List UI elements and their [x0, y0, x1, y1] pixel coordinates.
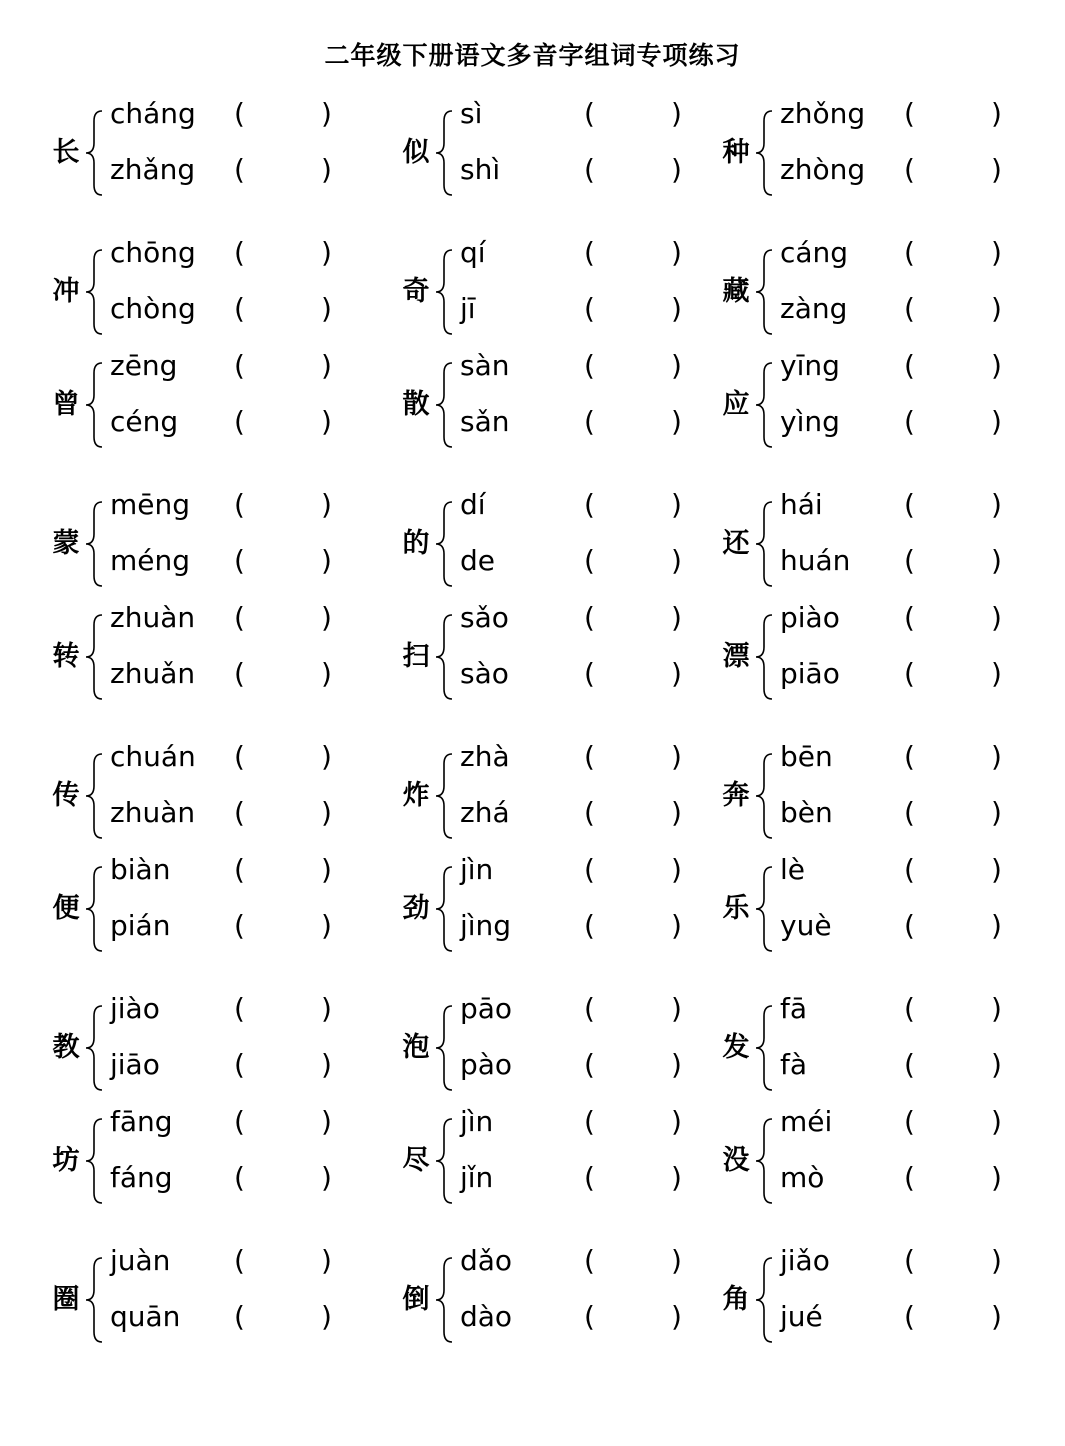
hanzi-character: 圈	[52, 1284, 80, 1315]
hanzi-character: 炸	[402, 780, 430, 811]
answer-blank-open-paren: (	[904, 97, 915, 130]
answer-blank-close-paren: )	[671, 1300, 682, 1333]
answer-blank-close-paren: )	[991, 1244, 1002, 1277]
pinyin-reading: yìng	[780, 405, 840, 438]
answer-blank-open-paren: (	[234, 1105, 245, 1138]
curly-brace-icon	[82, 752, 108, 840]
answer-blank-open-paren: (	[904, 1244, 915, 1277]
pinyin-reading: pào	[460, 1048, 513, 1081]
curly-brace-icon	[752, 865, 778, 953]
pinyin-reading: zhǎng	[110, 153, 196, 186]
polyphone-group	[48, 992, 388, 1104]
polyphone-group	[48, 488, 388, 600]
curly-brace-icon	[82, 865, 108, 953]
answer-blank-open-paren: (	[904, 488, 915, 521]
answer-blank-open-paren: (	[904, 544, 915, 577]
answer-blank-close-paren: )	[991, 97, 1002, 130]
answer-blank-open-paren: (	[904, 1048, 915, 1081]
pinyin-reading: bēn	[780, 740, 833, 773]
answer-blank-open-paren: (	[234, 601, 245, 634]
hanzi-character: 传	[52, 780, 80, 811]
answer-blank-close-paren: )	[321, 97, 332, 130]
hanzi-character: 奇	[402, 276, 430, 307]
hanzi-character: 曾	[52, 389, 80, 420]
polyphone-group	[48, 1244, 388, 1356]
hanzi-character: 教	[52, 1032, 80, 1063]
hanzi-character: 倒	[402, 1284, 430, 1315]
answer-blank-open-paren: (	[584, 853, 595, 886]
pinyin-reading: sì	[460, 97, 483, 130]
hanzi-character: 劲	[402, 893, 430, 924]
pinyin-reading: piāo	[780, 657, 840, 690]
curly-brace-icon	[82, 248, 108, 336]
pinyin-reading: mò	[780, 1161, 825, 1194]
curly-brace-icon	[432, 500, 458, 588]
answer-blank-close-paren: )	[321, 992, 332, 1025]
answer-blank-open-paren: (	[904, 853, 915, 886]
answer-blank-close-paren: )	[671, 153, 682, 186]
answer-blank-close-paren: )	[671, 236, 682, 269]
curly-brace-icon	[432, 248, 458, 336]
answer-blank-open-paren: (	[904, 405, 915, 438]
answer-blank-close-paren: )	[671, 488, 682, 521]
answer-blank-open-paren: (	[234, 236, 245, 269]
answer-blank-close-paren: )	[991, 1300, 1002, 1333]
pinyin-reading: zhà	[460, 740, 510, 773]
curly-brace-icon	[752, 1004, 778, 1092]
answer-blank-close-paren: )	[991, 909, 1002, 942]
answer-blank-open-paren: (	[234, 153, 245, 186]
pinyin-reading: sàn	[460, 349, 510, 382]
answer-blank-close-paren: )	[321, 796, 332, 829]
answer-blank-close-paren: )	[321, 405, 332, 438]
pinyin-reading: zàng	[780, 292, 848, 325]
answer-blank-open-paren: (	[904, 601, 915, 634]
answer-blank-close-paren: )	[671, 97, 682, 130]
answer-blank-close-paren: )	[991, 544, 1002, 577]
curly-brace-icon	[752, 1256, 778, 1344]
pinyin-reading: jiāo	[110, 1048, 160, 1081]
answer-blank-close-paren: )	[991, 1105, 1002, 1138]
pinyin-reading: cáng	[780, 236, 849, 269]
pinyin-reading: juàn	[110, 1244, 171, 1277]
polyphone-group	[398, 349, 738, 461]
answer-blank-open-paren: (	[234, 488, 245, 521]
answer-blank-close-paren: )	[671, 405, 682, 438]
hanzi-character: 蒙	[52, 528, 80, 559]
answer-blank-open-paren: (	[904, 292, 915, 325]
answer-blank-close-paren: )	[321, 853, 332, 886]
answer-blank-close-paren: )	[991, 488, 1002, 521]
answer-blank-close-paren: )	[991, 657, 1002, 690]
curly-brace-icon	[82, 500, 108, 588]
curly-brace-icon	[82, 361, 108, 449]
pinyin-reading: quān	[110, 1300, 181, 1333]
curly-brace-icon	[752, 361, 778, 449]
answer-blank-open-paren: (	[584, 292, 595, 325]
answer-blank-close-paren: )	[321, 488, 332, 521]
polyphone-group	[48, 236, 388, 348]
pinyin-reading: yīng	[780, 349, 840, 382]
pinyin-reading: dí	[460, 488, 486, 521]
curly-brace-icon	[82, 1117, 108, 1205]
answer-blank-close-paren: )	[321, 153, 332, 186]
pinyin-reading: méi	[780, 1105, 833, 1138]
pinyin-reading: lè	[780, 853, 806, 886]
answer-blank-close-paren: )	[991, 405, 1002, 438]
answer-blank-open-paren: (	[584, 740, 595, 773]
polyphone-group	[398, 236, 738, 348]
answer-blank-open-paren: (	[234, 292, 245, 325]
answer-blank-close-paren: )	[321, 292, 332, 325]
answer-blank-close-paren: )	[671, 740, 682, 773]
pinyin-reading: dào	[460, 1300, 513, 1333]
pinyin-reading: jǐn	[460, 1161, 494, 1194]
hanzi-character: 藏	[722, 276, 750, 307]
hanzi-character: 种	[722, 137, 750, 168]
pinyin-reading: fā	[780, 992, 808, 1025]
answer-blank-close-paren: )	[321, 1300, 332, 1333]
pinyin-reading: céng	[110, 405, 179, 438]
answer-blank-open-paren: (	[584, 1244, 595, 1277]
curly-brace-icon	[752, 752, 778, 840]
pinyin-reading: biàn	[110, 853, 171, 886]
answer-blank-close-paren: )	[321, 349, 332, 382]
hanzi-character: 转	[52, 641, 80, 672]
polyphone-group	[718, 853, 1058, 965]
hanzi-character: 扫	[402, 641, 430, 672]
answer-blank-open-paren: (	[904, 992, 915, 1025]
curly-brace-icon	[432, 613, 458, 701]
curly-brace-icon	[752, 500, 778, 588]
answer-blank-close-paren: )	[671, 544, 682, 577]
pinyin-reading: zhá	[460, 796, 510, 829]
curly-brace-icon	[432, 361, 458, 449]
pinyin-reading: cháng	[110, 97, 196, 130]
pinyin-reading: méng	[110, 544, 191, 577]
answer-blank-close-paren: )	[991, 853, 1002, 886]
polyphone-group	[718, 488, 1058, 600]
answer-blank-close-paren: )	[321, 1161, 332, 1194]
answer-blank-close-paren: )	[321, 1048, 332, 1081]
pinyin-reading: bèn	[780, 796, 833, 829]
curly-brace-icon	[82, 1004, 108, 1092]
answer-blank-open-paren: (	[584, 153, 595, 186]
polyphone-group	[48, 740, 388, 852]
curly-brace-icon	[432, 1256, 458, 1344]
pinyin-reading: sǎn	[460, 405, 510, 438]
answer-blank-open-paren: (	[584, 1161, 595, 1194]
polyphone-group	[398, 97, 738, 209]
polyphone-group	[48, 349, 388, 461]
answer-blank-close-paren: )	[671, 1161, 682, 1194]
curly-brace-icon	[752, 613, 778, 701]
pinyin-reading: chòng	[110, 292, 196, 325]
polyphone-group	[718, 349, 1058, 461]
pinyin-reading: de	[460, 544, 495, 577]
answer-blank-close-paren: )	[321, 740, 332, 773]
answer-blank-close-paren: )	[321, 544, 332, 577]
answer-blank-close-paren: )	[671, 1105, 682, 1138]
answer-blank-close-paren: )	[671, 992, 682, 1025]
curly-brace-icon	[432, 752, 458, 840]
hanzi-character: 没	[722, 1145, 750, 1176]
pinyin-reading: chōng	[110, 236, 196, 269]
answer-blank-open-paren: (	[234, 1300, 245, 1333]
hanzi-character: 尽	[402, 1145, 430, 1176]
answer-blank-open-paren: (	[234, 1161, 245, 1194]
answer-blank-open-paren: (	[904, 740, 915, 773]
pinyin-reading: zhuàn	[110, 601, 196, 634]
answer-blank-close-paren: )	[671, 349, 682, 382]
hanzi-character: 散	[402, 389, 430, 420]
pinyin-reading: shì	[460, 153, 501, 186]
answer-blank-close-paren: )	[671, 909, 682, 942]
hanzi-character: 角	[722, 1284, 750, 1315]
answer-blank-close-paren: )	[991, 796, 1002, 829]
polyphone-group	[48, 853, 388, 965]
pinyin-reading: sào	[460, 657, 509, 690]
polyphone-group	[718, 1244, 1058, 1356]
hanzi-character: 漂	[722, 641, 750, 672]
hanzi-character: 便	[52, 893, 80, 924]
hanzi-character: 长	[52, 137, 80, 168]
answer-blank-open-paren: (	[904, 1161, 915, 1194]
answer-blank-close-paren: )	[671, 601, 682, 634]
hanzi-character: 坊	[52, 1145, 80, 1176]
answer-blank-open-paren: (	[584, 1105, 595, 1138]
curly-brace-icon	[432, 1117, 458, 1205]
pinyin-reading: fáng	[110, 1161, 173, 1194]
pinyin-reading: zhuàn	[110, 796, 196, 829]
hanzi-character: 还	[722, 528, 750, 559]
polyphone-group	[398, 601, 738, 713]
answer-blank-close-paren: )	[321, 601, 332, 634]
curly-brace-icon	[82, 613, 108, 701]
pinyin-reading: fà	[780, 1048, 808, 1081]
pinyin-reading: qí	[460, 236, 486, 269]
polyphone-group	[398, 1244, 738, 1356]
answer-blank-open-paren: (	[234, 544, 245, 577]
hanzi-character: 应	[722, 389, 750, 420]
answer-blank-close-paren: )	[671, 1048, 682, 1081]
curly-brace-icon	[82, 109, 108, 197]
curly-brace-icon	[432, 1004, 458, 1092]
answer-blank-open-paren: (	[584, 601, 595, 634]
polyphone-group	[398, 740, 738, 852]
answer-blank-close-paren: )	[671, 1244, 682, 1277]
answer-blank-open-paren: (	[584, 488, 595, 521]
answer-blank-close-paren: )	[321, 236, 332, 269]
curly-brace-icon	[752, 248, 778, 336]
polyphone-group	[718, 97, 1058, 209]
pinyin-reading: pián	[110, 909, 171, 942]
hanzi-character: 泡	[402, 1032, 430, 1063]
answer-blank-close-paren: )	[991, 992, 1002, 1025]
answer-blank-open-paren: (	[584, 796, 595, 829]
answer-blank-open-paren: (	[584, 657, 595, 690]
polyphone-group	[718, 236, 1058, 348]
pinyin-reading: jiǎo	[780, 1244, 830, 1277]
answer-blank-close-paren: )	[991, 601, 1002, 634]
answer-blank-open-paren: (	[904, 349, 915, 382]
answer-blank-close-paren: )	[991, 153, 1002, 186]
answer-blank-open-paren: (	[584, 349, 595, 382]
polyphone-group	[398, 992, 738, 1104]
curly-brace-icon	[82, 1256, 108, 1344]
answer-blank-close-paren: )	[671, 292, 682, 325]
answer-blank-close-paren: )	[671, 657, 682, 690]
curly-brace-icon	[752, 109, 778, 197]
pinyin-reading: jìng	[460, 909, 512, 942]
pinyin-reading: piào	[780, 601, 840, 634]
pinyin-reading: dǎo	[460, 1244, 513, 1277]
hanzi-character: 的	[402, 528, 430, 559]
answer-blank-open-paren: (	[234, 796, 245, 829]
answer-blank-open-paren: (	[584, 992, 595, 1025]
pinyin-reading: zhǒng	[780, 97, 866, 130]
pinyin-reading: jìn	[460, 853, 494, 886]
answer-blank-close-paren: )	[671, 853, 682, 886]
answer-blank-close-paren: )	[321, 1105, 332, 1138]
answer-blank-open-paren: (	[584, 405, 595, 438]
answer-blank-open-paren: (	[234, 657, 245, 690]
polyphone-group	[718, 601, 1058, 713]
answer-blank-open-paren: (	[904, 1300, 915, 1333]
answer-blank-open-paren: (	[584, 1048, 595, 1081]
pinyin-reading: pāo	[460, 992, 513, 1025]
pinyin-reading: jìn	[460, 1105, 494, 1138]
answer-blank-open-paren: (	[904, 1105, 915, 1138]
answer-blank-close-paren: )	[991, 1161, 1002, 1194]
hanzi-character: 冲	[52, 276, 80, 307]
answer-blank-close-paren: )	[991, 292, 1002, 325]
pinyin-reading: jī	[460, 292, 476, 325]
pinyin-reading: yuè	[780, 909, 832, 942]
pinyin-reading: chuán	[110, 740, 196, 773]
hanzi-character: 奔	[722, 780, 750, 811]
pinyin-reading: sǎo	[460, 601, 509, 634]
answer-blank-open-paren: (	[234, 349, 245, 382]
pinyin-reading: jiào	[110, 992, 160, 1025]
answer-blank-open-paren: (	[234, 740, 245, 773]
pinyin-reading: zhòng	[780, 153, 866, 186]
answer-blank-close-paren: )	[321, 657, 332, 690]
answer-blank-open-paren: (	[234, 1048, 245, 1081]
polyphone-group	[718, 1105, 1058, 1217]
answer-blank-close-paren: )	[991, 1048, 1002, 1081]
curly-brace-icon	[432, 109, 458, 197]
answer-blank-open-paren: (	[584, 544, 595, 577]
polyphone-group	[48, 1105, 388, 1217]
answer-blank-open-paren: (	[904, 236, 915, 269]
polyphone-group	[718, 740, 1058, 852]
answer-blank-open-paren: (	[234, 992, 245, 1025]
polyphone-group	[398, 488, 738, 600]
curly-brace-icon	[752, 1117, 778, 1205]
answer-blank-open-paren: (	[904, 657, 915, 690]
pinyin-reading: huán	[780, 544, 851, 577]
answer-blank-open-paren: (	[234, 853, 245, 886]
answer-blank-open-paren: (	[234, 1244, 245, 1277]
curly-brace-icon	[432, 865, 458, 953]
answer-blank-open-paren: (	[904, 909, 915, 942]
polyphone-group	[48, 601, 388, 713]
polyphone-group	[48, 97, 388, 209]
polyphone-group	[398, 1105, 738, 1217]
answer-blank-close-paren: )	[991, 740, 1002, 773]
pinyin-reading: zēng	[110, 349, 178, 382]
hanzi-character: 似	[402, 137, 430, 168]
page-title: 二年级下册语文多音字组词专项练习	[324, 41, 741, 70]
answer-blank-open-paren: (	[584, 236, 595, 269]
polyphone-group	[718, 992, 1058, 1104]
pinyin-reading: hái	[780, 488, 823, 521]
hanzi-character: 发	[722, 1032, 750, 1063]
answer-blank-close-paren: )	[991, 236, 1002, 269]
answer-blank-close-paren: )	[321, 1244, 332, 1277]
answer-blank-open-paren: (	[234, 97, 245, 130]
polyphone-group	[398, 853, 738, 965]
pinyin-reading: jué	[780, 1300, 823, 1333]
answer-blank-open-paren: (	[234, 909, 245, 942]
hanzi-character: 乐	[722, 893, 750, 924]
answer-blank-open-paren: (	[584, 909, 595, 942]
answer-blank-open-paren: (	[904, 153, 915, 186]
answer-blank-close-paren: )	[991, 349, 1002, 382]
pinyin-reading: fāng	[110, 1105, 173, 1138]
answer-blank-open-paren: (	[584, 97, 595, 130]
answer-blank-close-paren: )	[321, 909, 332, 942]
pinyin-reading: zhuǎn	[110, 657, 196, 690]
answer-blank-open-paren: (	[584, 1300, 595, 1333]
answer-blank-close-paren: )	[671, 796, 682, 829]
answer-blank-open-paren: (	[904, 796, 915, 829]
pinyin-reading: mēng	[110, 488, 191, 521]
answer-blank-open-paren: (	[234, 405, 245, 438]
